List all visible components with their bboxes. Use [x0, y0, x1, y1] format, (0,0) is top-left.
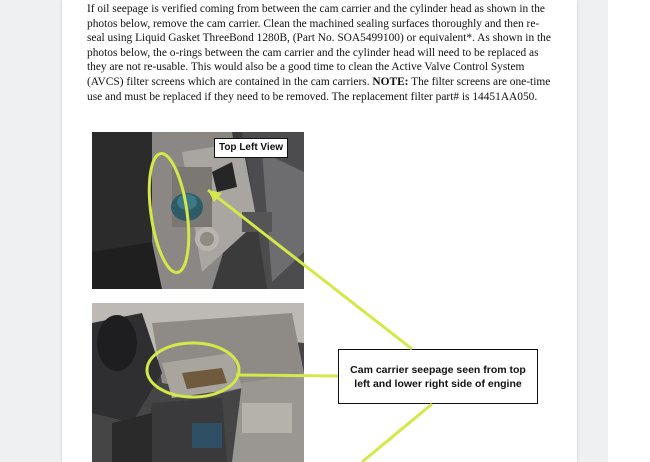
- note-label: NOTE:: [372, 75, 409, 88]
- top-left-view-label: Top Left View: [214, 138, 288, 158]
- document-page: [62, 0, 577, 462]
- viewer-right-margin: [608, 0, 650, 462]
- engine-photo-lower-right: [92, 303, 304, 462]
- paragraph-text: If oil seepage is verified coming from between the cam carrier and the cylinder head as shown in the photos below, remove the cam carrier. Clean the machined sealing surfaces thoroughly and then re-seal using Liquid Gasket ThreeBond 1280B, (Part No. SOA5499100) or equivalent*. As shown in the photos below, the o-rings between the cam carrier and the cylinder head will need to be replaced as they are not re-usable. This would also be a good time to clean the Active Valve Control System (AVCS) filter screens which are contained in the cam carriers.: [87, 3, 551, 88]
- body-paragraph: [87, 2, 552, 104]
- cam-carrier-seepage-label: Cam carrier seepage seen from top left and lower right side of engine: [338, 349, 538, 404]
- engine-photo-lower-right-image: [92, 303, 304, 462]
- note-text: The filter screens are one-time use and must be replaced if they need to be removed. The replacement filter part# is 14451AA050.: [87, 75, 551, 103]
